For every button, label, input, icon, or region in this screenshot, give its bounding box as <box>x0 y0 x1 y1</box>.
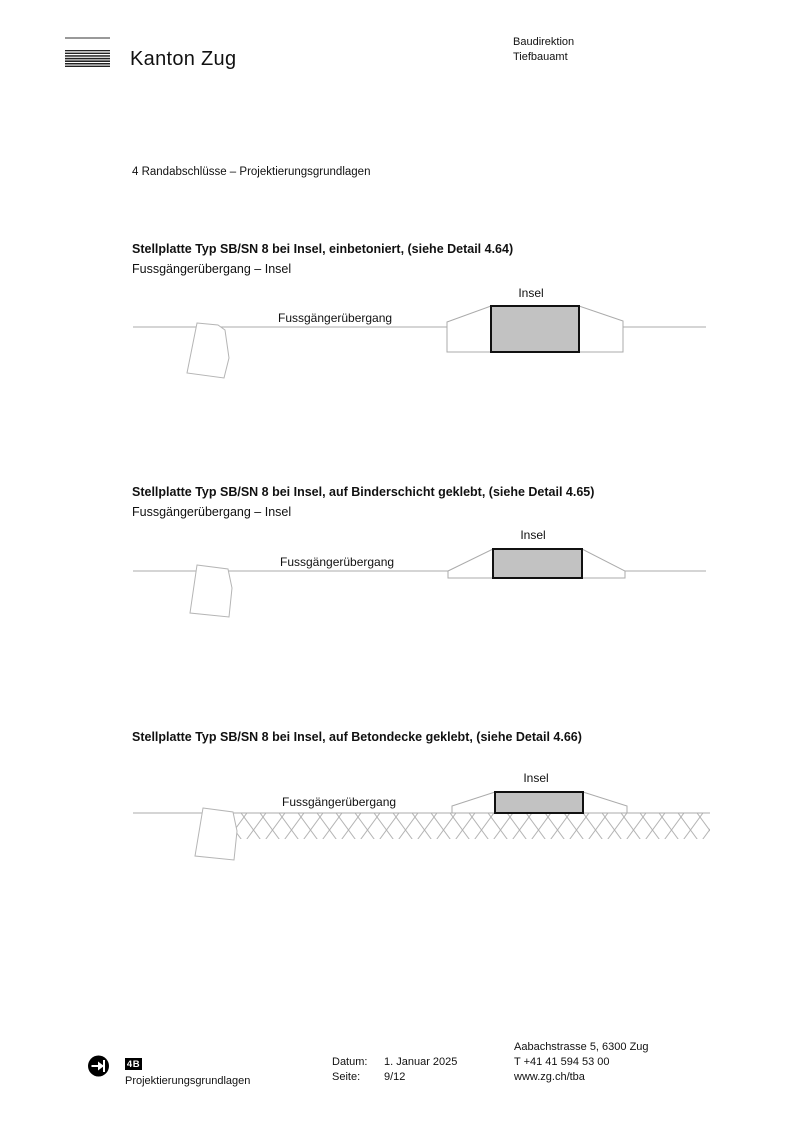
phone-line: T +41 41 594 53 00 <box>514 1056 610 1068</box>
kerbstone-outline <box>195 808 237 860</box>
section1-subtitle: Fussgängerübergang – Insel <box>132 262 292 276</box>
page-value: 9/12 <box>384 1071 406 1083</box>
stellplatte-plate <box>495 792 583 813</box>
website-line: www.zg.ch/tba <box>514 1071 585 1083</box>
footer-meta-values <box>384 1055 457 1085</box>
island-label: Insel <box>520 528 546 542</box>
section1-title: Stellplatte Typ SB/SN 8 bei Insel, einbetoniert, (siehe Detail 4.64) <box>132 242 514 256</box>
section2-title: Stellplatte Typ SB/SN 8 bei Insel, auf Binderschicht geklebt, (siehe Detail 4.65) <box>132 485 595 499</box>
brand-title: Kanton Zug <box>130 48 237 70</box>
kerbstone-outline <box>187 323 229 378</box>
footer-contact-block <box>514 1040 649 1085</box>
stellplatte-plate <box>493 549 582 578</box>
stellplatte-plate <box>491 306 579 352</box>
enter-arrow-icon <box>87 1054 110 1078</box>
island-label: Insel <box>518 286 544 300</box>
address-line: Aabachstrasse 5, 6300 Zug <box>514 1041 649 1053</box>
concrete-deck-hatch <box>232 813 710 839</box>
diagram-stellplatte-binderschicht <box>130 525 710 630</box>
doc-code-badge: 4B <box>126 1058 141 1070</box>
kanton-zug-logo-icon <box>65 36 111 70</box>
section3-title: Stellplatte Typ SB/SN 8 bei Insel, auf Betondecke geklebt, (siehe Detail 4.66) <box>132 730 582 744</box>
org-line-tiefbauamt: Tiefbauamt <box>513 51 568 63</box>
diagram-stellplatte-betondecke <box>130 765 720 870</box>
section2-subtitle: Fussgängerübergang – Insel <box>132 505 292 519</box>
kerbstone-outline <box>190 565 232 617</box>
diagram-stellplatte-einbetoniert <box>130 280 710 385</box>
crossing-label: Fussgängerübergang <box>282 795 397 809</box>
page-label: Seite: <box>332 1071 361 1083</box>
chapter-heading: 4 Randabschlüsse – Projektierungsgrundlagen <box>132 166 371 178</box>
footer-meta-labels <box>332 1055 367 1085</box>
doc-name: Projektierungsgrundlagen <box>125 1075 251 1087</box>
crossing-label: Fussgängerübergang <box>278 311 393 325</box>
date-value: 1. Januar 2025 <box>384 1056 458 1068</box>
org-line-baudirektion: Baudirektion <box>513 36 575 48</box>
crossing-label: Fussgängerübergang <box>280 555 395 569</box>
org-block <box>513 35 574 65</box>
date-label: Datum: <box>332 1056 368 1068</box>
island-label: Insel <box>523 771 549 785</box>
